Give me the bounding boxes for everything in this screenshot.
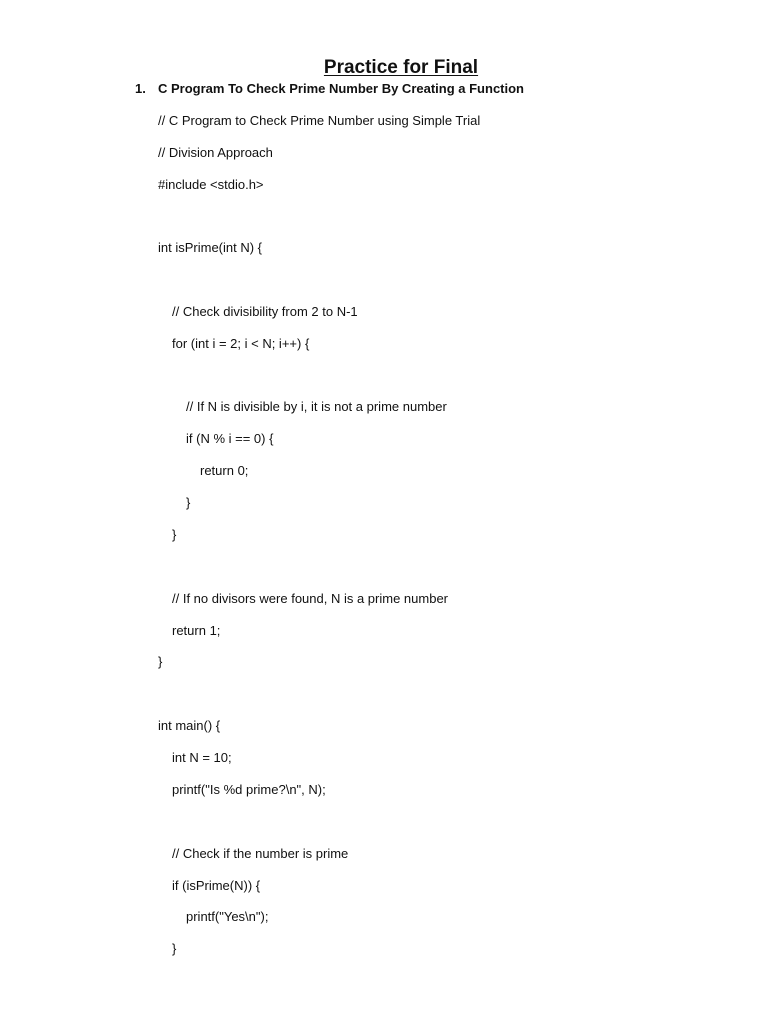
code-comment-line: // Division Approach	[158, 145, 273, 160]
code-comment-line: // C Program to Check Prime Number using Simple Trial	[158, 113, 481, 128]
code-include-line: #include <stdio.h>	[158, 177, 264, 192]
page-title: Practice for Final	[323, 57, 479, 78]
code-comment-line: // Check divisibility from 2 to N-1	[172, 304, 358, 319]
code-return-line: return 1;	[172, 623, 221, 638]
code-closing-brace: }	[172, 527, 177, 542]
code-comment-line: // Check if the number is prime	[172, 846, 349, 861]
code-comment-line: // If no divisors were found, N is a prime number	[172, 591, 449, 606]
code-main-declaration: int main() {	[158, 718, 221, 733]
code-return-line: return 0;	[200, 463, 249, 478]
code-if-statement: if (N % i == 0) {	[186, 431, 274, 446]
list-item-number: 1.	[135, 81, 146, 96]
code-function-declaration: int isPrime(int N) {	[158, 240, 263, 255]
code-comment-line: // If N is divisible by i, it is not a prime number	[186, 399, 447, 414]
code-for-loop: for (int i = 2; i < N; i++) {	[172, 336, 310, 351]
list-item-heading: C Program To Check Prime Number By Creating a Function	[158, 81, 524, 96]
code-closing-brace: }	[172, 941, 177, 956]
code-closing-brace: }	[186, 495, 191, 510]
code-if-statement: if (isPrime(N)) {	[172, 878, 261, 893]
code-printf-line: printf("Is %d prime?\n", N);	[172, 782, 326, 797]
code-variable-line: int N = 10;	[172, 750, 232, 765]
code-closing-brace: }	[158, 654, 163, 669]
code-printf-line: printf("Yes\n");	[186, 909, 269, 924]
